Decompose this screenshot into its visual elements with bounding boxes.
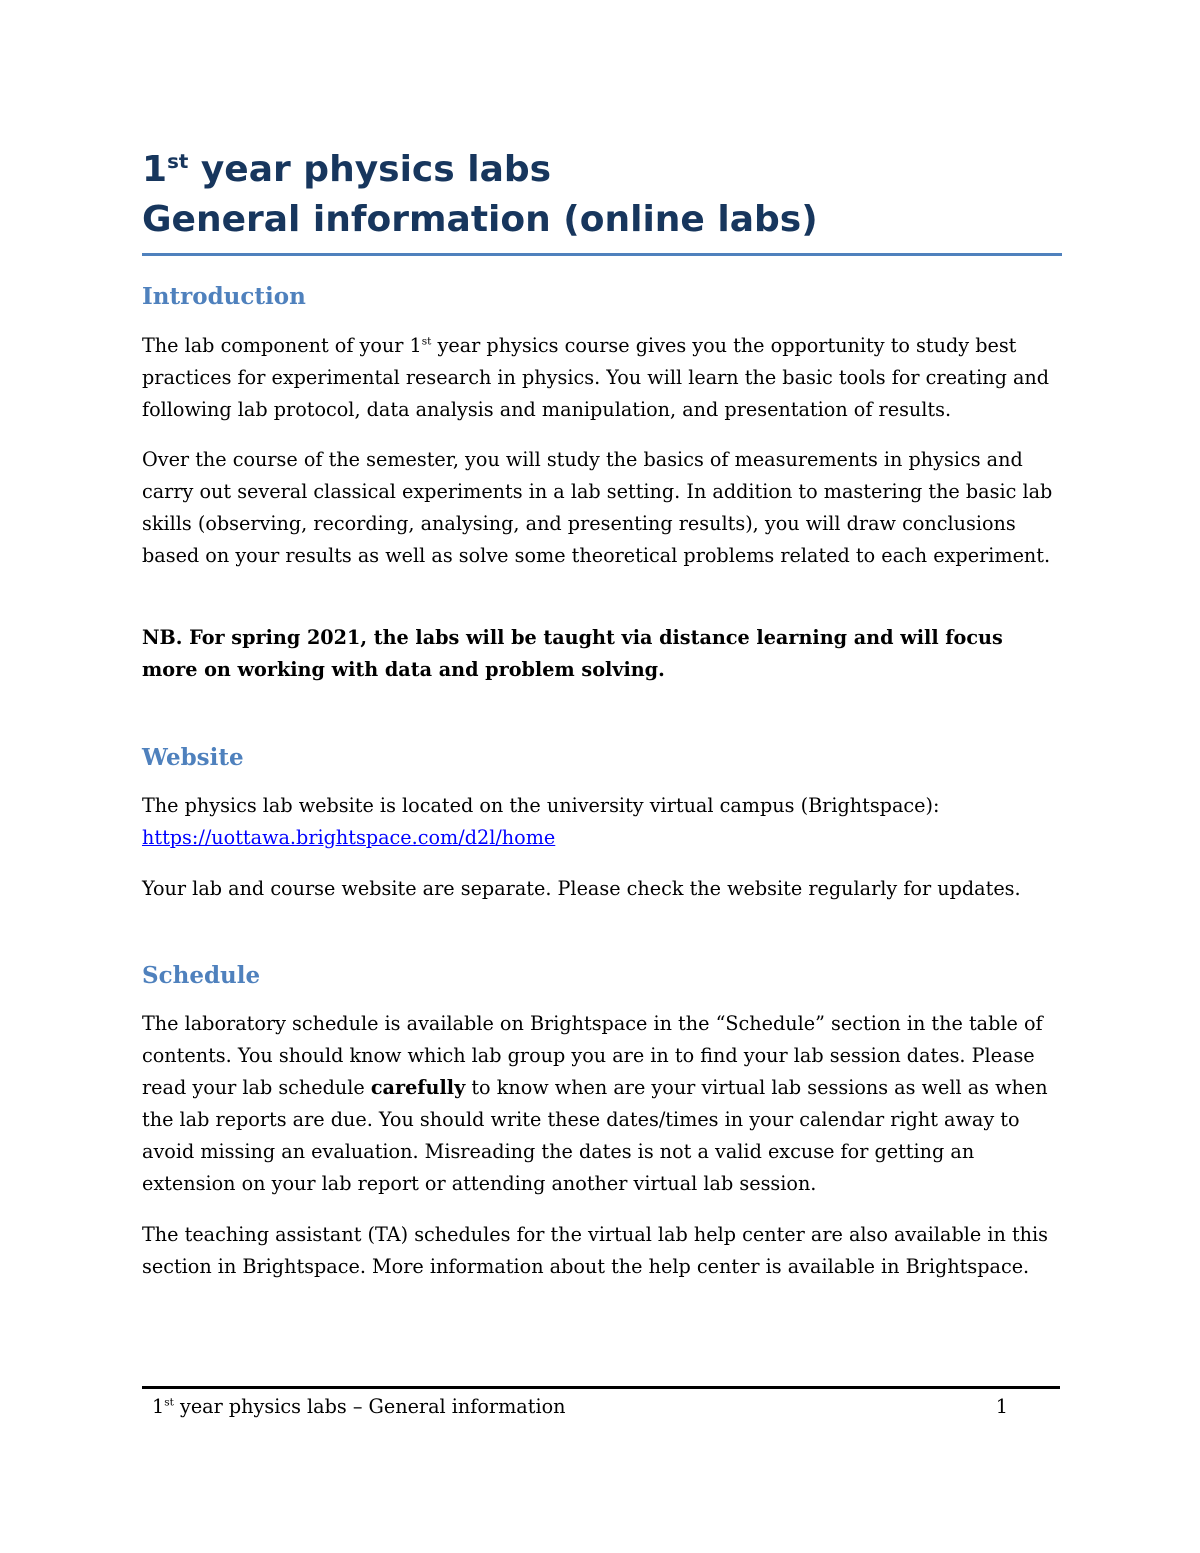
- schedule-paragraph-1: [142, 1008, 1062, 1200]
- footer-title: [152, 1393, 566, 1421]
- footer-superscript: st: [164, 1396, 174, 1409]
- brightspace-link[interactable]: https://uottawa.brightspace.com/d2l/home: [142, 826, 556, 849]
- introduction-paragraph-2: Over the course of the semester, you will study the basics of measurements in physics and carry out several classical experiments in a lab setting. In addition to mastering the basic lab skills (observing, recording, analysing, and presenting results), you will draw conclusions based on your results as well as solve some theoretical problems related to each experiment.: [142, 448, 1053, 567]
- title-superscript: st: [167, 150, 189, 173]
- intro-p1-text-b: year physics course gives you the opportunity to study best practices for experimental research in physics. You will learn the basic tools for creating and following lab protocol, data analysis and manipulation, and presentation of results.: [142, 334, 1050, 421]
- introduction-heading: Introduction: [142, 283, 306, 310]
- website-paragraph-1: [142, 790, 1062, 854]
- title-block: [142, 145, 1062, 256]
- page-footer: [142, 1386, 1060, 1418]
- website-paragraph-2: Your lab and course website are separate. Please check the website regularly for updates.: [142, 877, 1021, 900]
- website-p1-text: The physics lab website is located on the university virtual campus (Brightspace):: [142, 794, 940, 817]
- intro-p1-superscript: st: [421, 335, 432, 348]
- schedule-paragraph-2: The teaching assistant (TA) schedules for the virtual lab help center are also available in this section in Brightspace. More information about the help center is available in Brightspace.: [142, 1223, 1048, 1278]
- intro-p1-text-a: The lab component of your 1: [142, 334, 422, 357]
- website-heading: Website: [142, 744, 244, 771]
- schedule-heading: Schedule: [142, 962, 261, 989]
- page-number: 1: [995, 1395, 1008, 1418]
- schedule-p1-emphasis: carefully: [370, 1076, 466, 1099]
- title-number: 1: [142, 149, 168, 190]
- title-text: year physics labs: [188, 149, 552, 190]
- footer-text: year physics labs – General information: [173, 1395, 566, 1418]
- introduction-paragraph-1: [142, 330, 1062, 426]
- schedule-p1-text-a: The laboratory schedule is available on Brightspace in the “Schedule” section in the table of contents. You should know which lab group you are in to find your lab session dates. Please read your lab schedule: [142, 1012, 1043, 1099]
- introduction-note: NB. For spring 2021, the labs will be taught via distance learning and will focus more on working with data and problem solving.: [142, 626, 1003, 681]
- footer-number: 1: [152, 1395, 165, 1418]
- document-page: [142, 0, 1062, 1553]
- page-title-line1: [142, 145, 1062, 195]
- schedule-p1-text-b: to know when are your virtual lab sessions as well as when the lab reports are due. You should write these dates/times in your calendar right away to avoid missing an evaluation. Misreading the dates is not a valid excuse for getting an extension on your lab report or attending another virtual lab session.: [142, 1076, 1048, 1195]
- page-title-line2: General information (online labs): [142, 199, 818, 240]
